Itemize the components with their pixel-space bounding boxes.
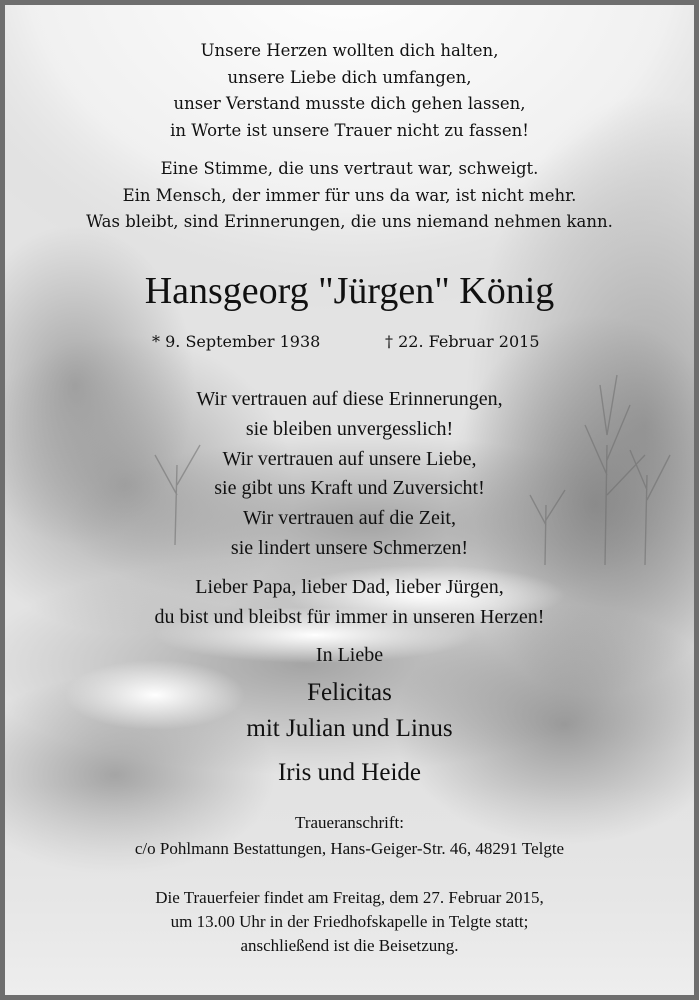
deceased-name: Hansgeorg "Jürgen" König [144, 270, 555, 312]
poem-line: Wir vertrauen auf unsere Liebe, [222, 447, 477, 470]
signoff-intro: In Liebe [315, 644, 384, 666]
ceremony-line: Die Trauerfeier findet am Freitag, dem 27. Februar 2015, [155, 888, 544, 907]
address-label: Traueranschrift: [295, 813, 404, 832]
poem-line: sie bleiben unvergesslich! [245, 417, 454, 440]
poem-line: sie gibt uns Kraft und Zuversicht! [214, 477, 485, 500]
verse-line: in Worte ist unsere Trauer nicht zu fassen! [170, 120, 529, 140]
verse-line: unser Verstand musste dich gehen lassen, [173, 94, 526, 113]
poem-line: Wir vertrauen auf diese Erinnerungen, [196, 388, 503, 410]
verse-line: Ein Mensch, der immer für uns da war, ist nicht mehr. [122, 185, 577, 205]
poem-line: sie lindert unsere Schmerzen! [230, 536, 469, 559]
trust-poem [5, 385, 694, 564]
poem-line: Wir vertrauen auf die Zeit, [243, 507, 456, 530]
obituary-content [5, 5, 694, 995]
verse-line: Unsere Herzen wollten dich halten, [200, 41, 499, 60]
second-verse [5, 156, 694, 236]
verse-line: Was bleibt, sind Erinnerungen, die uns niemand nehmen kann. [86, 212, 613, 231]
birth-date: * 9. September 1938 [152, 332, 321, 351]
dedication-line: Lieber Papa, lieber Dad, lieber Jürgen, [195, 576, 504, 598]
verse-line: unsere Liebe dich umfangen, [227, 67, 472, 87]
mourner-name: Felicitas [307, 679, 392, 706]
ceremony-line: anschließend ist die Beisetzung. [240, 936, 459, 955]
mourner-name: Iris und Heide [277, 759, 422, 786]
mourner-name: mit Julian und Linus [246, 715, 453, 742]
dedication [5, 573, 694, 633]
dedication-line: du bist und bleibst für immer in unseren Herzen! [154, 605, 545, 628]
ceremony-line: um 13.00 Uhr in der Friedhofskapelle in Telgte statt; [170, 912, 529, 931]
death-date: † 22. Februar 2015 [385, 332, 540, 351]
verse-line: Eine Stimme, die uns vertraut war, schweigt. [160, 159, 539, 178]
address-value: c/o Pohlmann Bestattungen, Hans-Geiger-Str. 46, 48291 Telgte [134, 839, 565, 858]
opening-verse [5, 38, 694, 144]
